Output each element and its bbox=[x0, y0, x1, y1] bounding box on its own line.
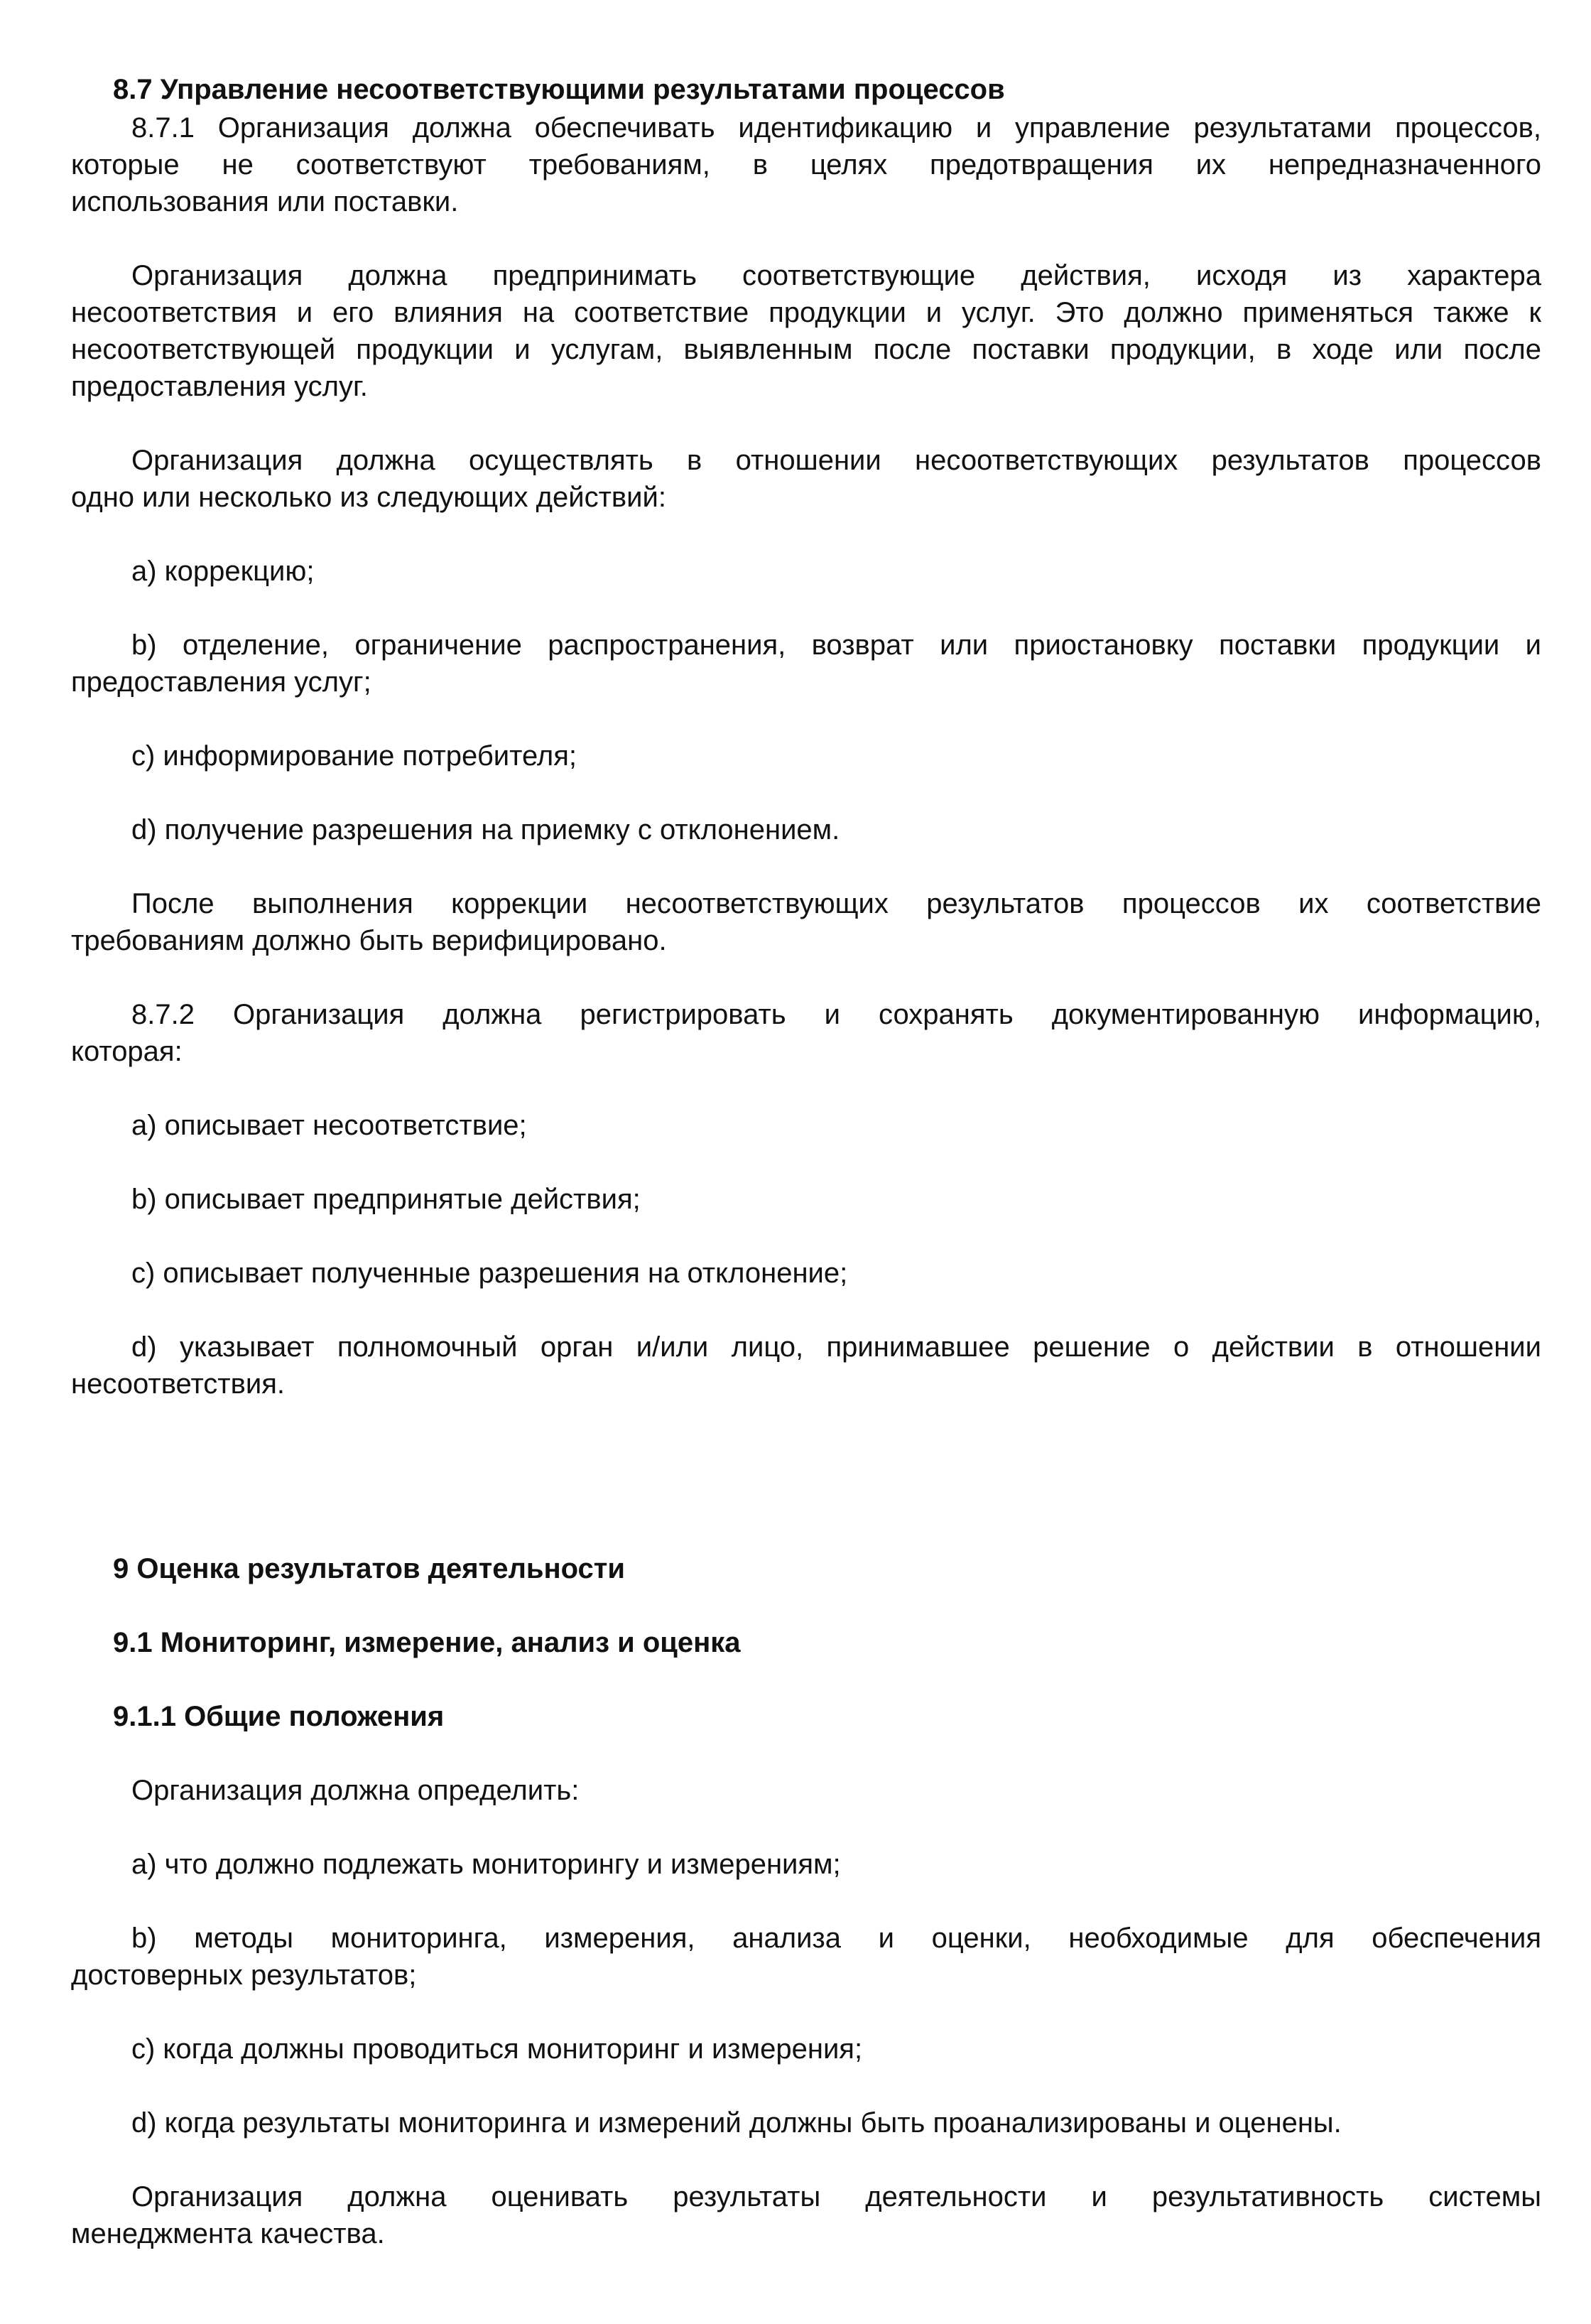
para-determine: Организация должна определить: bbox=[131, 1775, 580, 1806]
monitor-item-c: c) когда должны проводиться мониторинг и измерения; bbox=[131, 2033, 863, 2065]
monitor-item-d: d) когда результаты мониторинга и измерений должны быть проанализированы и оценены. bbox=[131, 2107, 1342, 2139]
para-options-line-2: одно или несколько из следующих действий: bbox=[71, 482, 666, 513]
record-item-d-line-1: d) указывает полномочный орган и/или лицо, принимавшее решение о действии в отношении bbox=[131, 1331, 1541, 1363]
monitor-item-b-line-2: достоверных результатов; bbox=[71, 1960, 417, 1991]
list-item-d: d) получение разрешения на приемку с отклонением. bbox=[131, 814, 840, 845]
record-item-c: c) описывает полученные разрешения на отклонение; bbox=[131, 1258, 848, 1289]
para-8-7-2-line-1: 8.7.2 Организация должна регистрировать и сохранять документированную информацию, bbox=[131, 999, 1541, 1030]
para-verification-line-1: После выполнения коррекции несоответствующих результатов процессов их соответствие bbox=[131, 888, 1541, 919]
para-8-7-1-line-1: 8.7.1 Организация должна обеспечивать идентификацию и управление результатами процессов, bbox=[131, 112, 1541, 144]
para-verification-line-2: требованиям должно быть верифицировано. bbox=[71, 925, 667, 956]
record-item-b: b) описывает предпринятые действия; bbox=[131, 1184, 641, 1215]
para-8-7-1-line-2: которые не соответствуют требованиям, в целях предотвращения их непредназначенного bbox=[71, 149, 1541, 180]
section-9-heading: 9 Оценка результатов деятельности bbox=[113, 1553, 625, 1584]
para-actions-line-1: Организация должна предпринимать соответствующие действия, исходя из характера bbox=[131, 260, 1541, 291]
record-item-d-line-2: несоответствия. bbox=[71, 1368, 285, 1400]
monitor-item-b-line-1: b) методы мониторинга, измерения, анализа и оценки, необходимые для обеспечения bbox=[131, 1923, 1541, 1954]
monitor-item-a: a) что должно подлежать мониторингу и измерениям; bbox=[131, 1849, 841, 1880]
section-8-7-heading: 8.7 Управление несоответствующими результатами процессов bbox=[113, 74, 1005, 105]
list-item-a: a) коррекцию; bbox=[131, 556, 315, 587]
record-item-a: a) описывает несоответствие; bbox=[131, 1110, 527, 1141]
list-item-b-line-2: предоставления услуг; bbox=[71, 666, 371, 698]
para-8-7-2-line-2: которая: bbox=[71, 1036, 183, 1067]
list-item-c: c) информирование потребителя; bbox=[131, 740, 577, 772]
para-evaluate-line-1: Организация должна оценивать результаты деятельности и результативность системы bbox=[131, 2181, 1541, 2212]
para-actions-line-4: предоставления услуг. bbox=[71, 371, 368, 402]
section-9-1-1-heading: 9.1.1 Общие положения bbox=[113, 1701, 445, 1732]
para-actions-line-3: несоответствующей продукции и услугам, выявленным после поставки продукции, в ходе или после bbox=[71, 334, 1541, 365]
para-8-7-1-line-3: использования или поставки. bbox=[71, 186, 459, 217]
para-evaluate-line-2: менеджмента качества. bbox=[71, 2218, 385, 2249]
list-item-b-line-1: b) отделение, ограничение распространения, возврат или приостановку поставки продукции и bbox=[131, 629, 1541, 661]
para-options-line-1: Организация должна осуществлять в отношении несоответствующих результатов процессов bbox=[131, 445, 1541, 476]
section-9-1-heading: 9.1 Мониторинг, измерение, анализ и оценка bbox=[113, 1627, 741, 1658]
para-actions-line-2: несоответствия и его влияния на соответствие продукции и услуг. Это должно применяться также к bbox=[71, 297, 1541, 328]
